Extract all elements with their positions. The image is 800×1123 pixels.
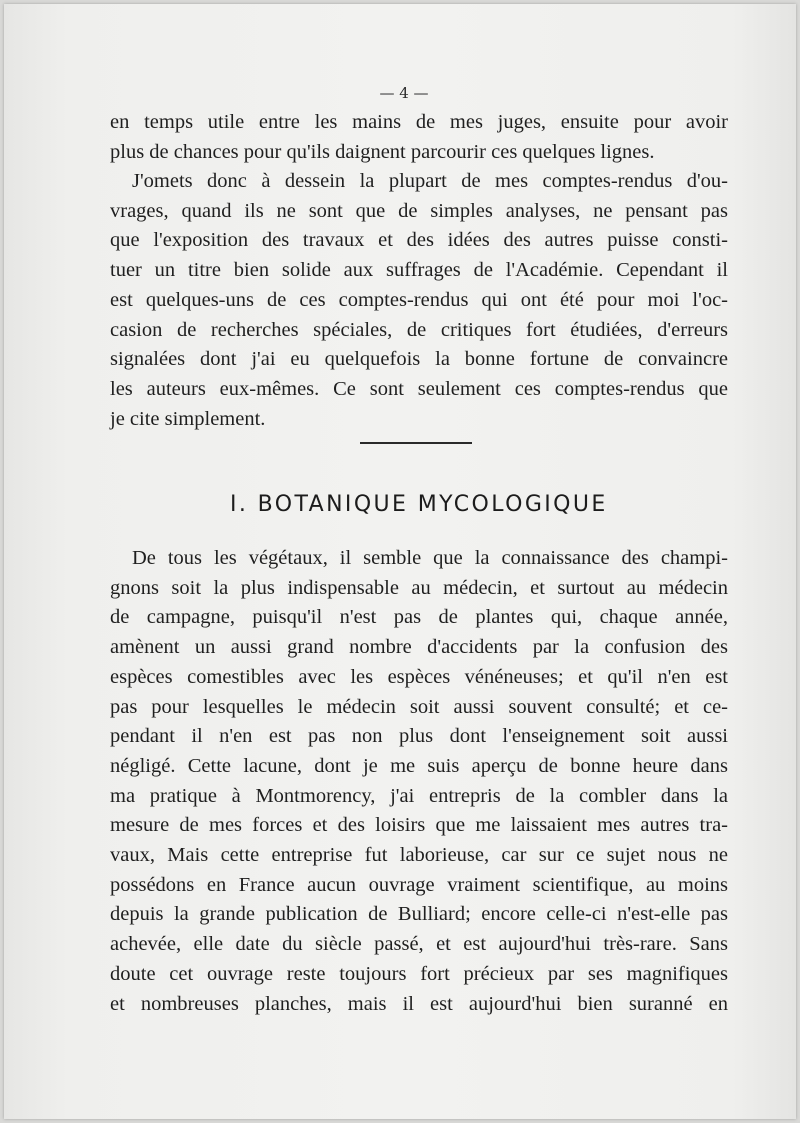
- section-divider: [360, 442, 472, 444]
- section-heading: I. BOTANIQUE MYCOLOGIQUE: [230, 492, 608, 517]
- text-line: plus de chances pour qu'ils daignent parcourir ces quelques lignes.: [110, 140, 655, 163]
- text-line: vaux, Mais cette entreprise fut laborieuse, car sur ce sujet nous ne: [110, 844, 728, 867]
- text-line: amènent un aussi grand nombre d'accidents par la confusion des: [110, 636, 728, 659]
- text-line: négligé. Cette lacune, dont je me suis aperçu de bonne heure dans: [110, 754, 728, 777]
- text-line: depuis la grande publication de Bulliard; encore celle-ci n'est-elle pas: [110, 903, 728, 926]
- text-line: est quelques-uns de ces comptes-rendus qui ont été pour moi l'oc-: [110, 288, 728, 311]
- text-line: les auteurs eux-mêmes. Ce sont seulement ces comptes-rendus que: [110, 377, 728, 400]
- text-line: et nombreuses planches, mais il est aujourd'hui bien suranné en: [110, 992, 728, 1015]
- text-line: tuer un titre bien solide aux suffrages de l'Académie. Cependant il: [110, 259, 728, 282]
- page-number: — 4 —: [379, 84, 429, 102]
- text-line: pas pour lesquelles le médecin soit aussi souvent consulté; et ce-: [110, 695, 728, 718]
- text-line: achevée, elle date du siècle passé, et est aujourd'hui très-rare. Sans: [110, 933, 728, 956]
- text-line: signalées dont j'ai eu quelquefois la bonne fortune de convaincre: [110, 348, 728, 371]
- text-line: de campagne, puisqu'il n'est pas de plantes qui, chaque année,: [110, 606, 728, 629]
- text-line: mesure de mes forces et des loisirs que me laissaient mes autres tra-: [110, 814, 728, 837]
- text-line: ma pratique à Montmorency, j'ai entrepris de la combler dans la: [110, 784, 728, 807]
- text-line: je cite simplement.: [110, 407, 266, 430]
- text-line: De tous les végétaux, il semble que la connaissance des champi-: [132, 547, 728, 569]
- text-line: pendant il n'en est pas non plus dont l'enseignement soit aussi: [110, 725, 728, 748]
- text-line: possédons en France aucun ouvrage vraiment scientifique, au moins: [110, 873, 728, 896]
- section-paragraph: [110, 544, 728, 1019]
- text-line: J'omets donc à dessein la plupart de mes comptes-rendus d'ou-: [132, 170, 728, 192]
- text-line: gnons soit la plus indispensable au médecin, et surtout au médecin: [110, 576, 728, 599]
- text-line: casion de recherches spéciales, de critiques fort étudiées, d'erreurs: [110, 318, 728, 341]
- intro-paragraph-1: [110, 108, 728, 167]
- text-line: doute cet ouvrage reste toujours fort précieux par ses magnifiques: [110, 962, 728, 985]
- text-line: en temps utile entre les mains de mes juges, ensuite pour avoir: [110, 111, 728, 133]
- text-line: que l'exposition des travaux et des idées des autres puisse consti-: [110, 229, 728, 252]
- text-line: vrages, quand ils ne sont que de simples analyses, ne pensant pas: [110, 199, 728, 222]
- intro-paragraph-2: [110, 167, 728, 434]
- document-page: [4, 4, 796, 1119]
- text-line: espèces comestibles avec les espèces vénéneuses; et qu'il n'en est: [110, 665, 728, 688]
